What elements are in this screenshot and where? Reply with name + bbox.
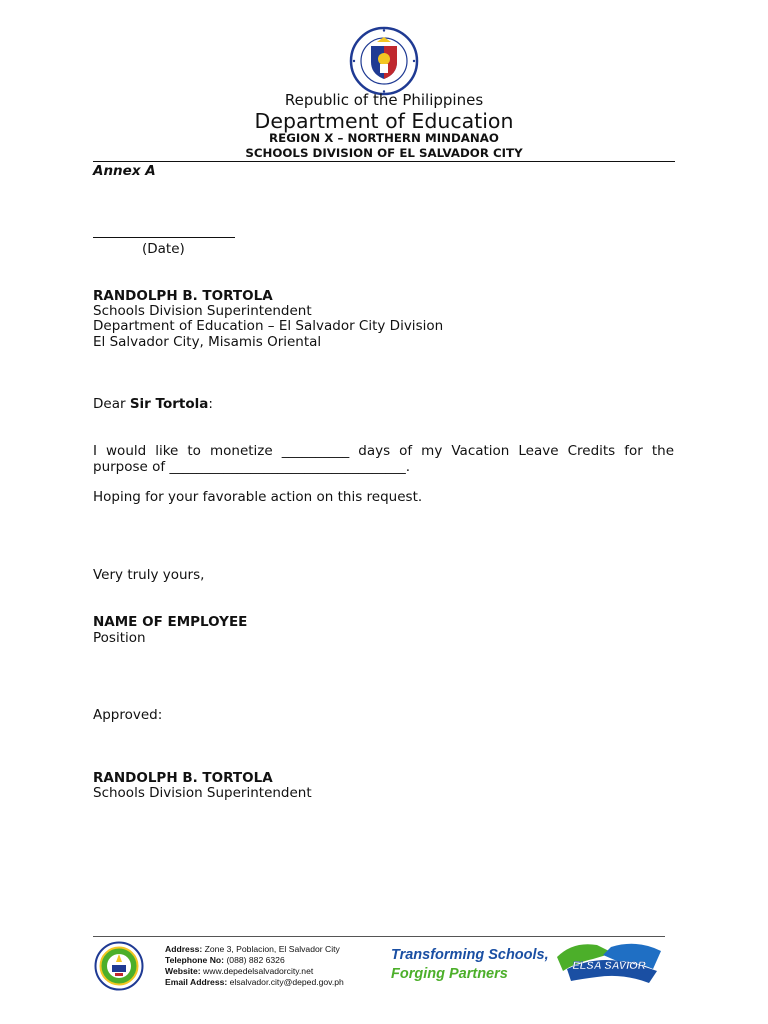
tagline-line-1: Transforming Schools, (391, 947, 549, 963)
recipient-name: RANDOLPH B. TORTOLA (93, 288, 273, 304)
footer-address-line (165, 944, 344, 955)
footer-email-label: Email Address: (165, 977, 228, 987)
header-divider (93, 161, 675, 162)
recipient-office: Department of Education – El Salvador City Division (93, 318, 444, 334)
employee-position: Position (93, 630, 146, 646)
region-heading: REGION X – NORTHERN MINDANAO (269, 131, 499, 145)
footer-telephone: (088) 882 6326 (226, 955, 285, 965)
footer-website-line (165, 966, 344, 977)
salutation-prefix: Dear (93, 396, 130, 412)
deped-seal (347, 26, 421, 96)
annex-label: Annex A (93, 163, 156, 179)
division-seal (93, 941, 145, 991)
division-heading: SCHOOLS DIVISION OF EL SALVADOR CITY (245, 146, 523, 160)
footer-address: Zone 3, Poblacion, El Salvador City (204, 944, 340, 954)
footer-contact (165, 944, 344, 988)
approver-title: Schools Division Superintendent (93, 785, 312, 801)
republic-heading: Republic of the Philippines (284, 91, 484, 109)
recipient-title: Schools Division Superintendent (93, 303, 312, 319)
date-label: (Date) (142, 241, 185, 257)
recipient-address: El Salvador City, Misamis Oriental (93, 334, 322, 350)
date-line (93, 237, 235, 238)
elsa-savior-logo (553, 939, 666, 987)
department-heading: Department of Education (254, 109, 514, 133)
approved-label: Approved: (93, 707, 163, 723)
employee-name: NAME OF EMPLOYEE (93, 614, 248, 630)
salutation (93, 396, 213, 412)
svg-text:ELSA SAVIOR: ELSA SAVIOR (572, 960, 646, 972)
footer-telephone-line (165, 955, 344, 966)
footer-divider (93, 936, 665, 937)
footer-website[interactable]: www.depedelsalvadorcity.net (203, 966, 314, 976)
footer-address-label: Address: (165, 944, 203, 954)
body-request: Hoping for your favorable action on this request. (93, 489, 423, 505)
footer-email[interactable]: elsalvador.city@deped.gov.ph (229, 977, 344, 987)
footer-telephone-label: Telephone No: (165, 955, 225, 965)
body-line-2: purpose of ___________________________________. (93, 459, 410, 475)
approver-name: RANDOLPH B. TORTOLA (93, 770, 273, 786)
tagline-line-2: Forging Partners (391, 966, 508, 982)
closing-text: Very truly yours, (93, 567, 205, 583)
footer-website-label: Website: (165, 966, 201, 976)
body-line-1: I would like to monetize __________ days of my Vacation Leave Credits for the (93, 443, 674, 459)
salutation-name: Sir Tortola (129, 396, 209, 412)
salutation-suffix: : (208, 396, 213, 412)
footer-email-line (165, 977, 344, 988)
